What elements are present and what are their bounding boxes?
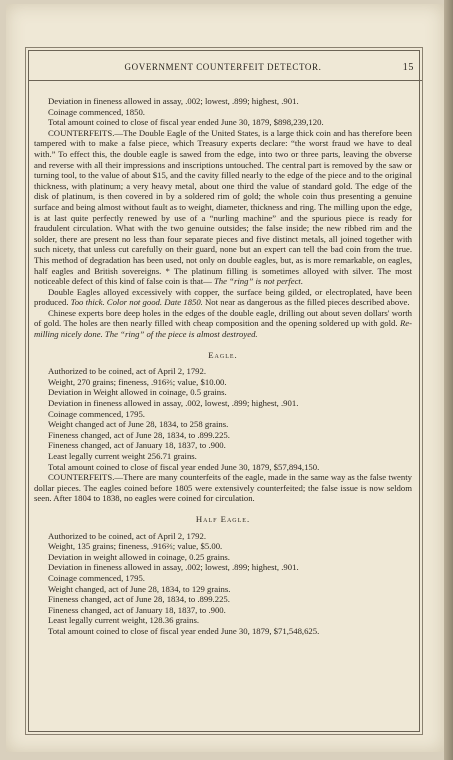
half-eagle-line: Weight, 135 grains; fineness, .916⅔; value, $5.00. xyxy=(48,541,223,552)
half-eagle-line: Deviation in fineness allowed in assay, .002; lowest, .899; highest, .901. xyxy=(48,562,299,573)
eagle-line: Deviation in Weight allowed in coinage, 0.5 grains. xyxy=(48,387,227,398)
counterfeits-text: —The Double Eagle of the United States, is a large thick coin and has therefore been tampered with to make a false piece, which Treasury experts declare: “the worst fraud we have to deal with.” To effect this, the double eagle is sawed from the edge, into two or three parts, leaving the obverse and reverse with all their impressions and inscriptions untouched. The central part is removed by the saw or turning tool, to the value of about $15, and the cavity filled nearly to the edge of the piece and to the original thickness, with platinum; a very heavy metal, about one third the value of standard gold. The edge of the disk of platinum, is then covered in by a soldered rim of gold; the whole coin thus presenting a genuine surface and being almost without fault as to weight, diameter, thickness and ring. The milling upon the edge, is at last quite perfectly renewed by use of a “nurling machine” and the spurious piece is ready for fraudulent circulation. What with the two genuine outsides; the false inside; the new ribbed rim and the solder, there are present no less than four separate pieces and five distinct metals, all joined together with such nicety, that unless cut carefully on their guard, none but an expert can tell the bad coin from the true. This method of degradation has been used, not only on double eagles, but, as is more remarkable, on eagles, half eagles and British sovereigns. * The platinum filling is sometimes alloyed with silver. The most noticeable defect of this kind of false coin is that— xyxy=(34,127,412,287)
eagle-counterfeits-paragraph xyxy=(34,472,412,504)
eagle-line: Weight changed act of June 28, 1834, to 258 grains. xyxy=(48,419,229,430)
eagle-line: Least legally current weight 256.71 grains. xyxy=(48,451,197,461)
eagle-counterfeits-heading: COUNTERFEITS. xyxy=(48,472,115,483)
eagle-section-title: Eagle. xyxy=(208,349,238,360)
chinese-italic: Re-milling nicely done. The “ring” of the piece is almost destroyed. xyxy=(34,318,413,340)
eagle-total-coined: Total amount coined to close of fiscal year ended June 30, 1879, $57,894,150. xyxy=(48,461,320,472)
copper-italic: Too thick. Color not good. Date 1850. xyxy=(70,297,203,308)
half-eagle-line: Authorized to be coined, act of April 2, 1792. xyxy=(48,530,207,541)
double-eagle-total-coined: Total amount coined to close of fiscal year ended June 30, 1879, $898,239,120. xyxy=(48,117,324,128)
counterfeits-heading: COUNTERFEITS. xyxy=(48,127,115,138)
counterfeits-italic: The “ring” is not perfect. xyxy=(213,276,304,287)
eagle-line: Weight, 270 grains; fineness, .916⅔; value, $10.00. xyxy=(48,376,227,387)
header-rule xyxy=(28,80,422,81)
half-eagle-line: Fineness changed, act of January 18, 1837, to .900. xyxy=(48,604,226,615)
running-title: GOVERNMENT COUNTERFEIT DETECTOR. xyxy=(124,62,322,72)
half-eagle-total-coined: Total amount coined to close of fiscal year ended June 30, 1879, $71,548,625. xyxy=(48,625,320,636)
eagle-line: Coinage commenced, 1795. xyxy=(48,408,145,419)
half-eagle-section-title: Half Eagle. xyxy=(195,513,251,524)
eagle-line: Fineness changed, act of June 28, 1834, to .899.225. xyxy=(48,429,230,440)
page-number: 15 xyxy=(402,62,414,73)
copper-text: Double Eagles alloyed excessively with copper, the surface being gilded, or electroplated, have been produced. xyxy=(34,286,412,308)
double-eagle-coinage-commenced: Coinage commenced, 1850. xyxy=(48,106,145,117)
running-header xyxy=(28,62,418,78)
half-eagle-line: Fineness changed, act of June 28, 1834, to .899.225. xyxy=(48,594,230,605)
page-body xyxy=(34,96,412,637)
half-eagle-line: Least legally current weight, 128.36 grains. xyxy=(48,615,200,626)
copper-alloy-paragraph xyxy=(34,287,412,308)
double-eagle-counterfeits-paragraph xyxy=(34,128,412,287)
half-eagle-line: Weight changed, act of June 28, 1834, to 129 grains. xyxy=(48,583,231,594)
book-spine xyxy=(444,0,453,760)
copper-tail: Not near as dangerous as the filled pieces described above. xyxy=(205,297,410,308)
eagle-line: Fineness changed, act of January 18, 1837, to .900. xyxy=(48,440,226,451)
half-eagle-line: Deviation in weight allowed in coinage, 0.25 grains. xyxy=(48,551,230,562)
eagle-line: Deviation in fineness allowed in assay, .002, lowest, .899; highest, .901. xyxy=(48,398,299,409)
eagle-line: Authorized to be coined, act of April 2, 1792. xyxy=(48,366,207,377)
chinese-text: Chinese experts bore deep holes in the edges of the double eagle, drilling out about seven dollars' worth of gold. The holes are then nearly filled with cheap composition and the opening soldered up with gold. xyxy=(34,307,412,329)
chinese-experts-paragraph xyxy=(34,308,412,340)
double-eagle-fineness-deviation: Deviation in fineness allowed in assay, .002; lowest, .899; highest, .901. xyxy=(48,96,299,106)
eagle-counterfeits-text: —There are many counterfeits of the eagle, made in the same way as the false twenty dollar pieces. The eagles coined before 1805 were extensively counterfeited; the false issue is now seldom seen. After 1804 to 1838, no eagles were coined for circulation. xyxy=(34,472,412,504)
half-eagle-line: Coinage commenced, 1795. xyxy=(48,572,145,583)
